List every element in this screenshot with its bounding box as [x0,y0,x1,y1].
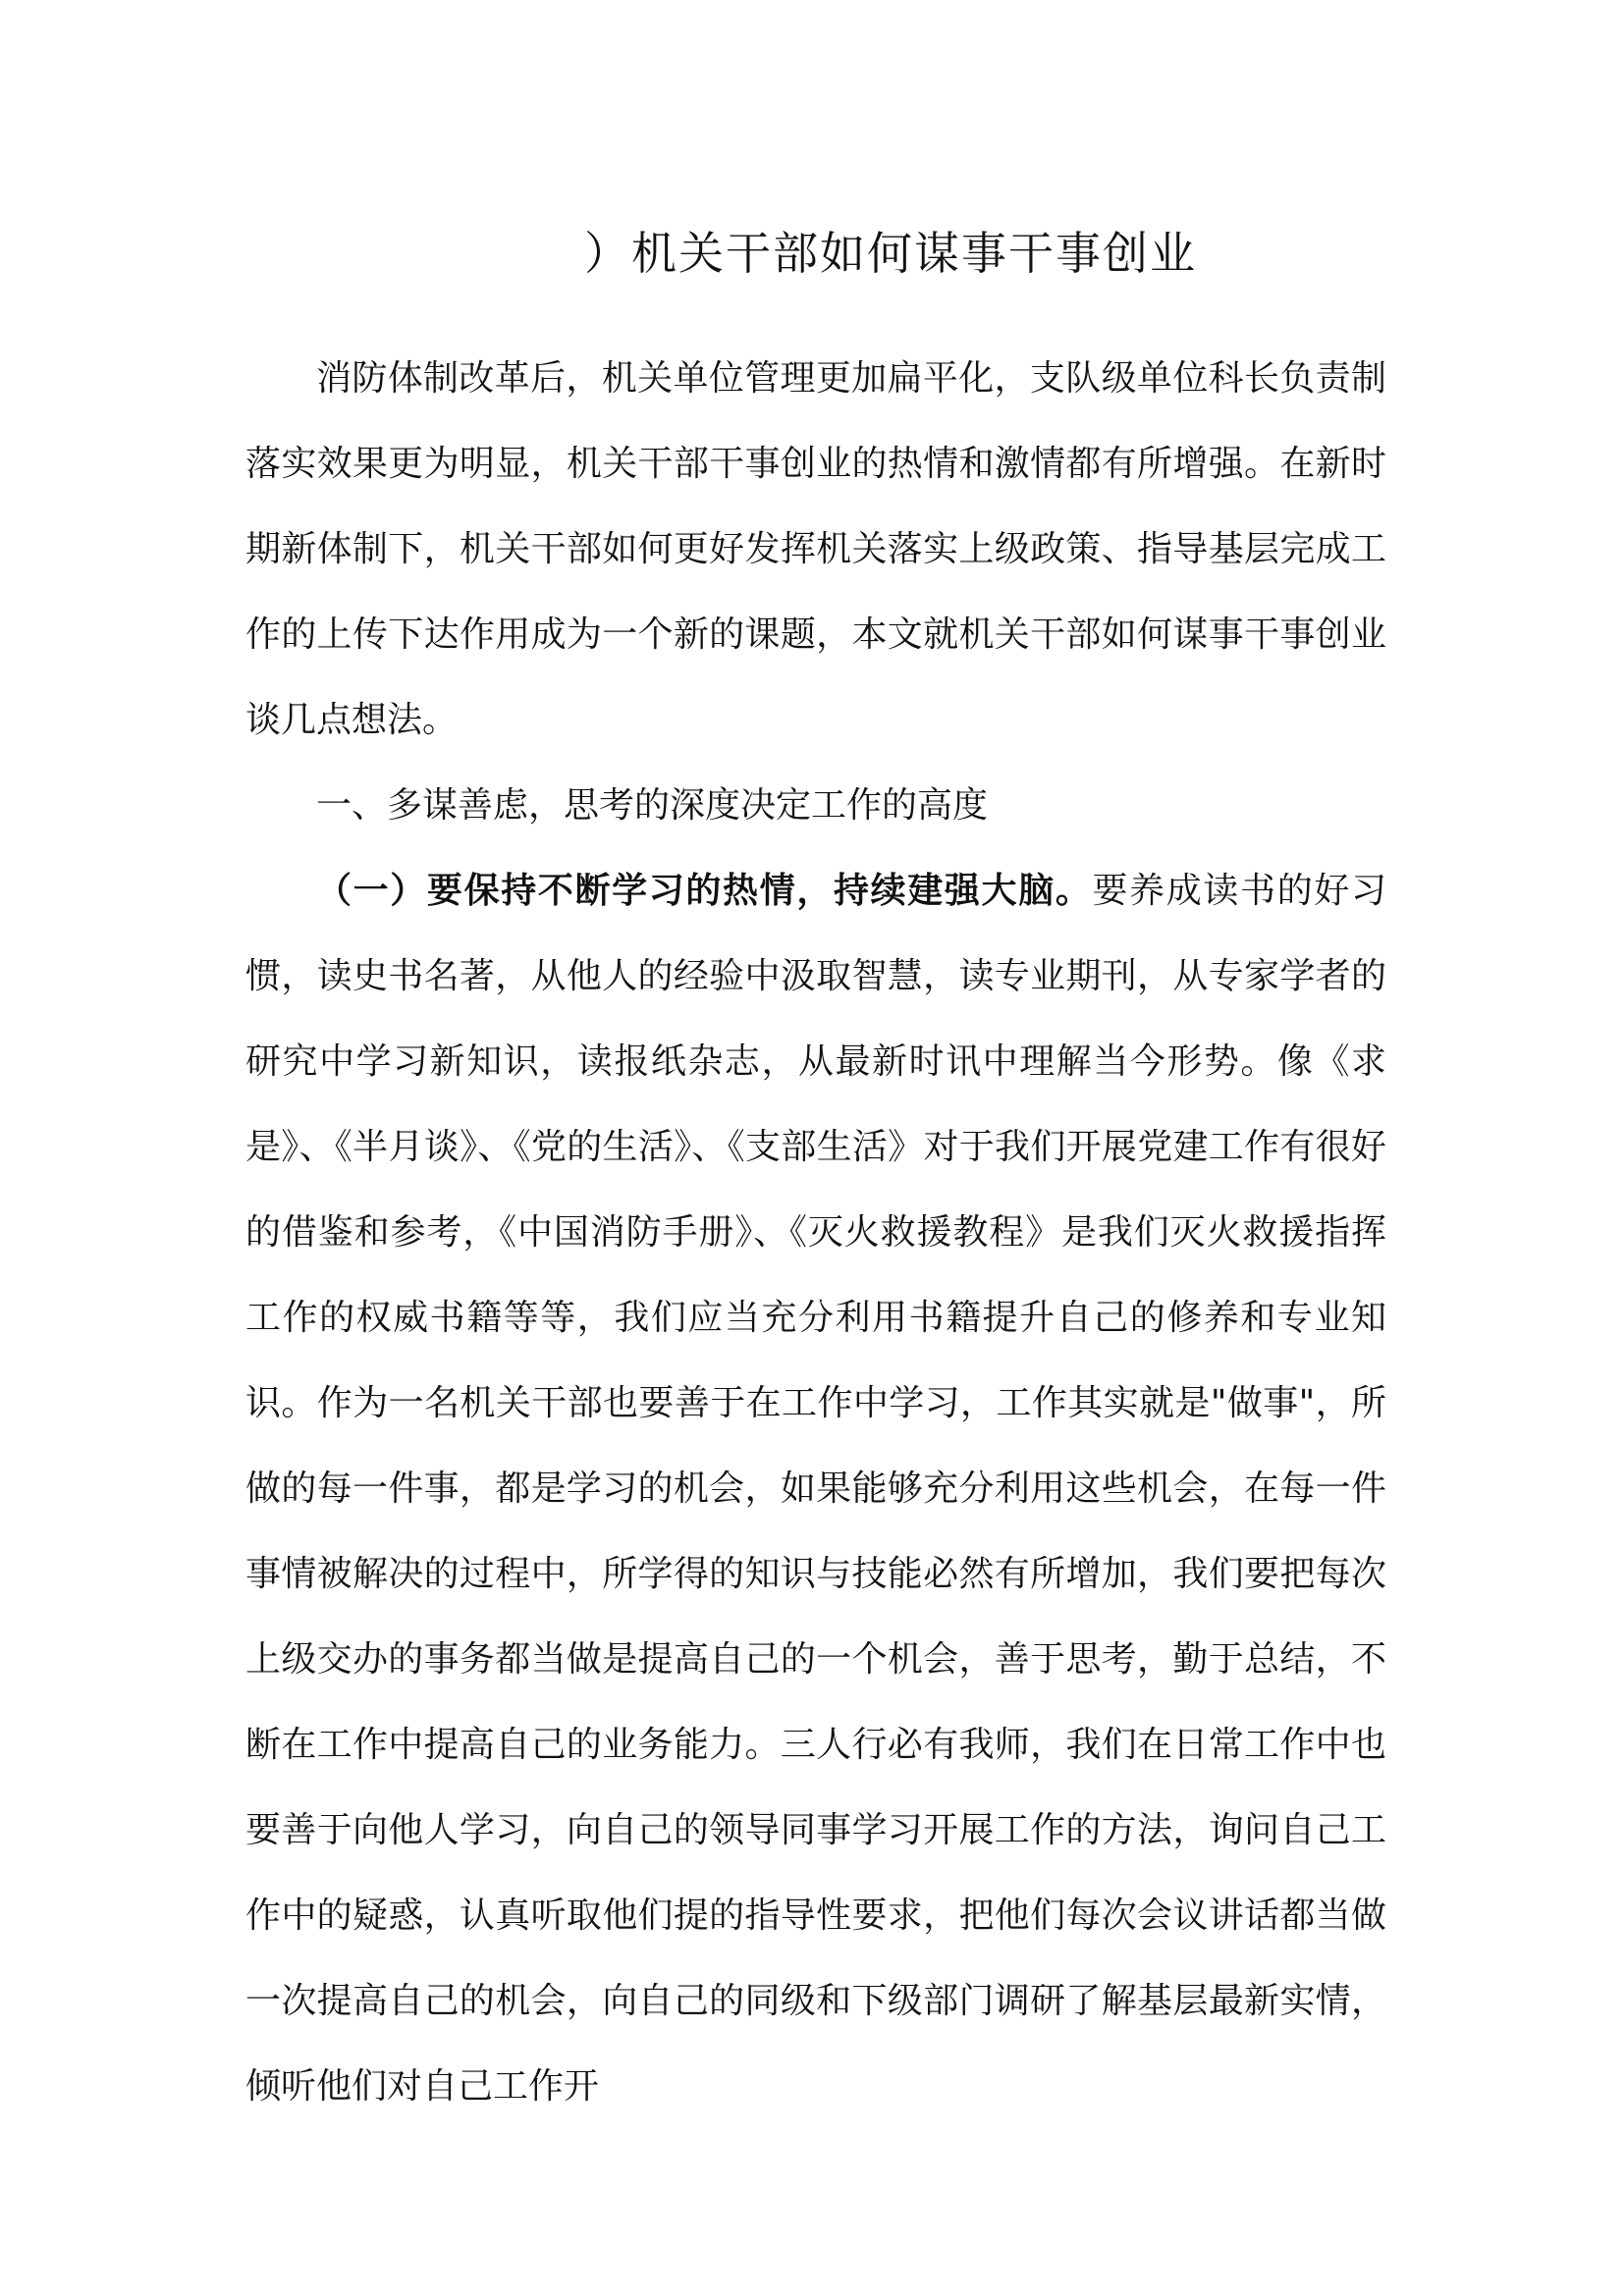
section-1-1-lead: （一）要保持不断学习的热情，持续建强大脑。 [316,871,1093,911]
section-1-1-body: 要养成读书的好习惯，读史书名著，从他人的经验中汲取智慧，读专业期刊，从专家学者的研究中学习新知识，读报纸杂志，从最新时讯中理解当今形势。像《求是》、《半月谈》、《党的生活》、《支部生活》对于我们开展党建工作有很好的借鉴和参考，《中国消防手册》、《灭火救援教程》是我们灭火救援指挥工作的权威书籍等等，我们应当充分利用书籍提升自己的修养和专业知识。作为一名机关干部也要善于在工作中学习，工作其实就是"做事"，所做的每一件事，都是学习的机会，如果能够充分利用这些机会，在每一件事情被解决的过程中，所学得的知识与技能必然有所增加，我们要把每次上级交办的事务都当做是提高自己的一个机会，善于思考，勤于总结，不断在工作中提高自己的业务能力。三人行必有我师，我们在日常工作中也要善于向他人学习，向自己的领导同事学习开展工作的方法，询问自己工作中的疑惑，认真听取他们提的指导性要求，把他们每次会议讲话都当做一次提高自己的机会，向自己的同级和下级部门调研了解基层最新实情，倾听他们对自己工作开 [245,871,1386,2107]
document-body [245,336,1386,2129]
section-heading-1: 一、多谋善虑，思考的深度决定工作的高度 [316,785,989,826]
page-title-text: ）机关干部如何谋事干事创业 [584,227,1197,280]
section-1-1-paragraph [245,848,1386,2129]
page-title [0,224,1624,283]
intro-paragraph: 消防体制改革后，机关单位管理更加扁平化，支队级单位科长负责制落实效果更为明显，机关干部干事创业的热情和激情都有所增强。在新时期新体制下，机关干部如何更好发挥机关落实上级政策、指导基层完成工作的上传下达作用成为一个新的课题，本文就机关干部如何谋事干事创业谈几点想法。 [245,358,1386,740]
